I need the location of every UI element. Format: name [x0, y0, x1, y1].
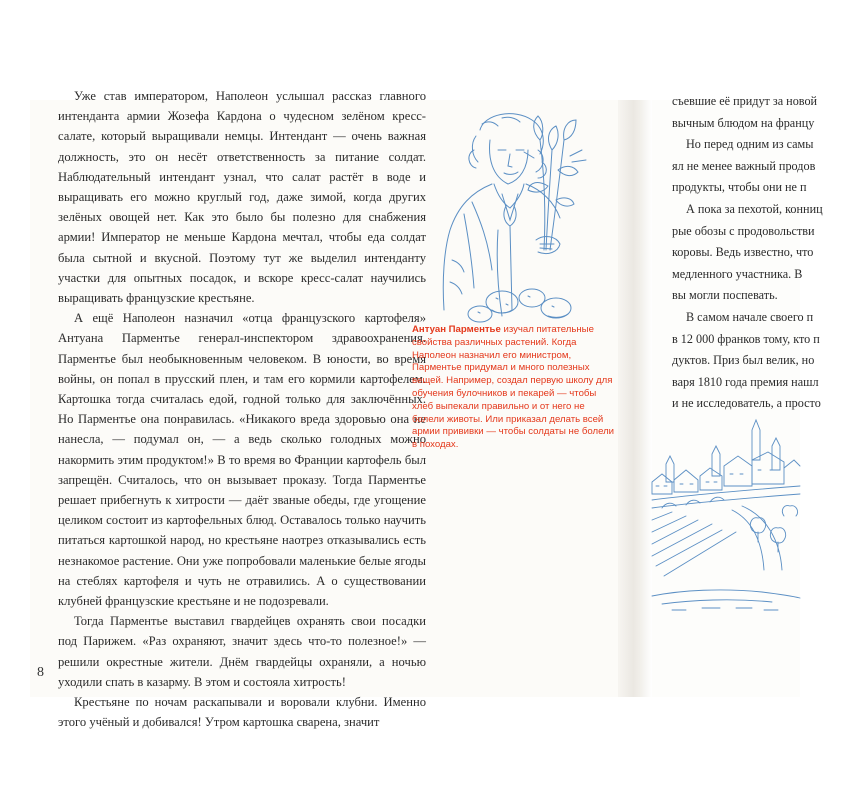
right-line: дуктов. Приз был велик, но [672, 353, 815, 368]
main-text [58, 86, 426, 733]
right-line: Но перед одним из самы [686, 137, 814, 152]
right-line: коровы. Ведь известно, что [672, 245, 814, 260]
right-line: вычным блюдом на францу [672, 115, 815, 130]
paragraph-peasants: Крестьяне по ночам раскапывали и воровали клубни. Именно этого учёный и добивался! Утром картошка сварена, значит [58, 695, 426, 730]
right-line: варя 1810 года премия нашл [672, 374, 819, 389]
paragraph-parmentier: А ещё Наполеон назначил «отца французского картофеля» Антуана Парментье генерал-инспектором здравоохранения. Парментье был необыкновенным человеком. В юности, во время войны, он попал в прусский плен, и там его кормили картофелем. Картошка тогда считалась едой, годной только для заключённых. Но Парментье она понравилась. «Никакого вреда здоровью она не нанесла, — подумал он, — а ведь сколько голодных можно накормить этим продуктом!» В то время во Франции картофель был запрещён. Считалось, что он вызывает проказу. Тогда Парментье решает прибегнуть к хитрости — даёт званые обеды, где угощение целиком состоит из картофельных блюд. Оставалось только научить питаться картошкой народ, но крестьяне наотрез отказывались есть незнакомое растение. Они уже попробовали маленькие белые ягоды на стеблях картофеля и чуть не отравились. А о существовании клубней французские крестьяне и не подозревали. [58, 311, 426, 609]
right-line: рые обозы с продовольстви [672, 223, 815, 238]
left-page [30, 89, 620, 730]
book-gutter [618, 100, 652, 697]
right-line: в 12 000 франков тому, кто п [672, 331, 820, 346]
caption-text: изучал питательные свойства различных растений. Когда Наполеон назначил его министром, Парментье придумал и много полезных вещей. Например, создал первую школу для обучения булочников и пекарей — чтобы хлеб выпекали правильно и от него не болели животы. Или приказал делать всей армии прививки — чтобы солдаты не болели в походах. [412, 324, 615, 451]
book-spread [30, 89, 823, 730]
paragraph-guards: Тогда Парментье выставил гвардейцев охранять свои посадки под Парижем. «Раз охраняют, значит здесь что-то полезное!» — решили окрестные жители. Днём гвардейцы охраняли, а ночью уходили спать в казарму. В этом и состояла хитрость! [58, 614, 426, 689]
right-line: вы могли поспевать. [672, 288, 778, 303]
right-line: продукты, чтобы они не п [672, 180, 807, 195]
town-illustration [652, 420, 800, 620]
right-line: медленного участника. В [672, 266, 803, 281]
paragraph-cardon: Уже став императором, Наполеон услышал рассказ главного интенданта армии Жозефа Кардона о чудесном зелёном кресс-салате, который выращивали немцы. Интендант — очень важная должность, это он несёт ответственность за питание солдат. Наблюдательный интендант узнал, что салат растёт в воде и выращивать его можно круглый год, даже зимой, когда других зелёных овощей нет. Как это было бы полезно для снабжения армии! Император не меньше Кардона мечтал, чтобы еда солдат была сытной и вкусной. Поэтому тут же выделил интенданту участки для опытных посадок, и вскоре кресс-салат научились выращивать французские крестьяне. [58, 89, 426, 306]
right-line: В самом начале своего п [686, 309, 814, 324]
right-page [652, 94, 823, 697]
right-line: А пока за пехотой, конниц [686, 201, 823, 216]
page-number: 8 [37, 665, 44, 680]
right-line: ял не менее важный продов [672, 158, 816, 173]
portrait-caption [412, 324, 617, 452]
right-line: съевшие её придут за новой [672, 94, 818, 108]
caption-name: Антуан Парментье [412, 324, 501, 335]
parmentier-portrait-illustration [432, 110, 602, 328]
right-page-text [672, 91, 842, 415]
right-line: и не исследователь, а просто [672, 396, 821, 411]
